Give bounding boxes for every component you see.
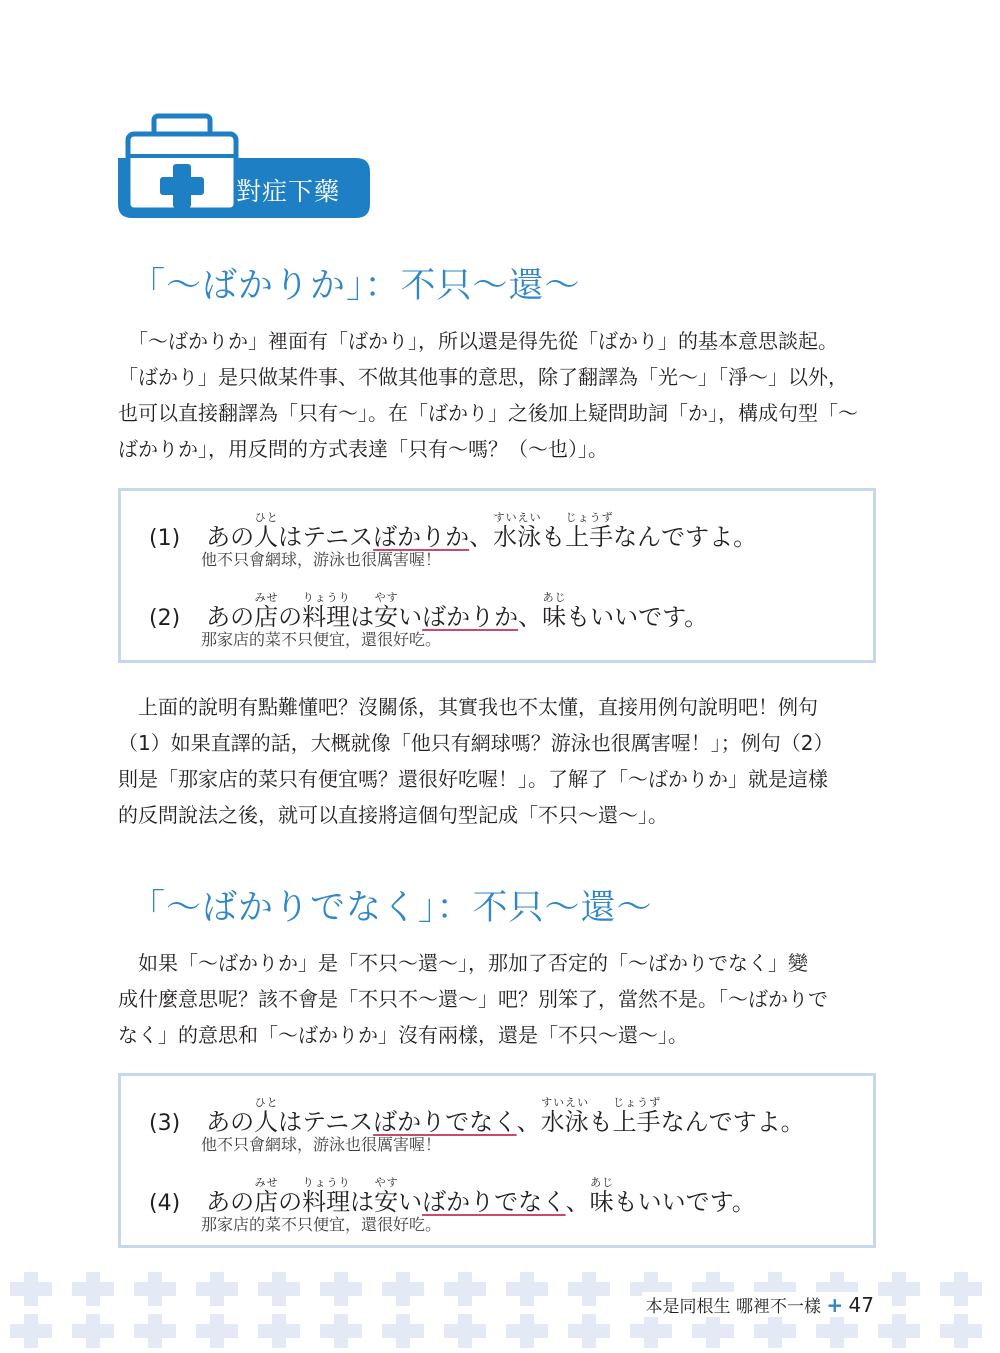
- example-translation: 他不只會網球，游泳也很厲害喔！: [201, 1135, 442, 1154]
- sentence-text: も: [541, 523, 566, 551]
- sentence-text: はテニス: [278, 1108, 374, 1136]
- page-number: 47: [848, 1293, 874, 1317]
- sentence-text: 、: [518, 603, 543, 631]
- kanji-with-furigana: 料理りょうり: [302, 1176, 351, 1216]
- sentence-text: の: [278, 1188, 303, 1216]
- sentence-text: なんですよ。: [660, 1108, 805, 1136]
- paragraph-line: 的反問說法之後，就可以直接將這個句型記成「不只～還～」。: [118, 803, 668, 827]
- footer-running-title: [642, 1292, 878, 1317]
- kanji-with-furigana: 味あじ: [589, 1176, 614, 1216]
- plus-icon: +: [826, 1293, 844, 1317]
- sentence-text: あの: [206, 1188, 255, 1216]
- kanji-with-furigana: 店みせ: [254, 1176, 279, 1216]
- explanation-paragraph-3: [118, 945, 898, 1053]
- example-item: [149, 1176, 756, 1217]
- sentence-text: なんですよ。: [613, 523, 758, 551]
- paragraph-line: ばかりか」，用反問的方式表達「只有～嗎？（～也）」。: [118, 437, 608, 461]
- sentence-text: あの: [206, 603, 255, 631]
- sentence-text: 、: [516, 1108, 541, 1136]
- section-heading-bakaridenaku: 「～ばかりでなく」：不只～還～: [130, 888, 653, 928]
- kanji-with-furigana: 人ひと: [254, 1096, 279, 1136]
- grammar-pattern-highlight: ばかりか: [422, 603, 519, 631]
- example-translation: 他不只會網球，游泳也很厲害喔！: [201, 550, 442, 569]
- book-title: 本是同根生 哪裡不一樣: [645, 1297, 821, 1317]
- paragraph-line: 「ばかり」是只做某件事、不做其他事的意思，除了翻譯為「光～」「淨～」以外，: [118, 365, 848, 389]
- sentence-text: 、: [565, 1188, 590, 1216]
- example-item: [149, 1096, 805, 1137]
- sentence-text: も: [588, 1108, 613, 1136]
- example-box-1: [118, 488, 876, 663]
- sentence-text: 、: [469, 523, 494, 551]
- example-translation: 那家店的菜不只便宜，還很好吃。: [201, 1215, 442, 1234]
- paragraph-line: 成什麼意思呢？該不會是「不只不～還～」吧？別笨了，當然不是。「～ばかりで: [118, 987, 828, 1011]
- sentence-text: の: [278, 603, 303, 631]
- sentence-text: は: [350, 1188, 375, 1216]
- sentence-text: い: [398, 1188, 423, 1216]
- kanji-with-furigana: 店みせ: [254, 591, 279, 631]
- example-item: [149, 591, 708, 632]
- grammar-pattern-highlight: ばかりでなく: [422, 1188, 566, 1216]
- paragraph-line: （1）如果直譯的話，大概就像「他只有網球嗎？游泳也很厲害喔！」；例句（2）: [118, 731, 834, 755]
- example-number: (2): [149, 606, 181, 631]
- explanation-paragraph-2: [118, 689, 898, 833]
- section-heading-bakarika: 「～ばかりか」：不只～還～: [130, 266, 581, 306]
- kanji-with-furigana: 水泳すいえい: [493, 511, 542, 551]
- grammar-pattern-highlight: ばかりか: [373, 523, 470, 551]
- kanji-with-furigana: 上手じょうず: [612, 1096, 661, 1136]
- sentence-text: もいいです。: [566, 603, 709, 631]
- example-number: (3): [149, 1111, 181, 1136]
- sentence-text: もいいです。: [613, 1188, 756, 1216]
- paragraph-line: 也可以直接翻譯為「只有～」。在「ばかり」之後加上疑問助詞「か」，構成句型「～: [118, 401, 858, 425]
- kanji-with-furigana: 安やす: [374, 591, 399, 631]
- paragraph-line: 「～ばかりか」裡面有「ばかり」，所以還是得先從「ばかり」的基本意思談起。: [118, 329, 838, 353]
- kanji-with-furigana: 人ひと: [254, 511, 279, 551]
- explanation-paragraph-1: [118, 323, 898, 467]
- example-item: [149, 511, 757, 552]
- grammar-pattern-highlight: ばかりでなく: [373, 1108, 517, 1136]
- sentence-text: はテニス: [278, 523, 374, 551]
- paragraph-line: 上面的說明有點難懂吧？沒關係，其實我也不太懂，直接用例句說明吧！例句: [118, 695, 818, 719]
- paragraph-line: 如果「～ばかりか」是「不只～還～」，那加了否定的「～ばかりでなく」變: [118, 951, 808, 975]
- sentence-text: あの: [206, 523, 255, 551]
- sentence-text: は: [350, 603, 375, 631]
- paragraph-line: 則是「那家店的菜只有便宜嗎？還很好吃喔！」。了解了「～ばかりか」就是這樣: [118, 767, 828, 791]
- kanji-with-furigana: 安やす: [374, 1176, 399, 1216]
- example-number: (4): [149, 1191, 181, 1216]
- badge-label: 對症下藥: [236, 177, 341, 206]
- kanji-with-furigana: 上手じょうず: [565, 511, 614, 551]
- kanji-with-furigana: 水泳すいえい: [540, 1096, 589, 1136]
- example-translation: 那家店的菜不只便宜，還很好吃。: [201, 630, 442, 649]
- example-number: (1): [149, 526, 181, 551]
- sentence-text: あの: [206, 1108, 255, 1136]
- kanji-with-furigana: 味あじ: [542, 591, 567, 631]
- sentence-text: い: [398, 603, 423, 631]
- example-box-2: [118, 1073, 876, 1248]
- kanji-with-furigana: 料理りょうり: [302, 591, 351, 631]
- paragraph-line: なく」的意思和「～ばかりか」沒有兩樣，還是「不只～還～」。: [118, 1023, 688, 1047]
